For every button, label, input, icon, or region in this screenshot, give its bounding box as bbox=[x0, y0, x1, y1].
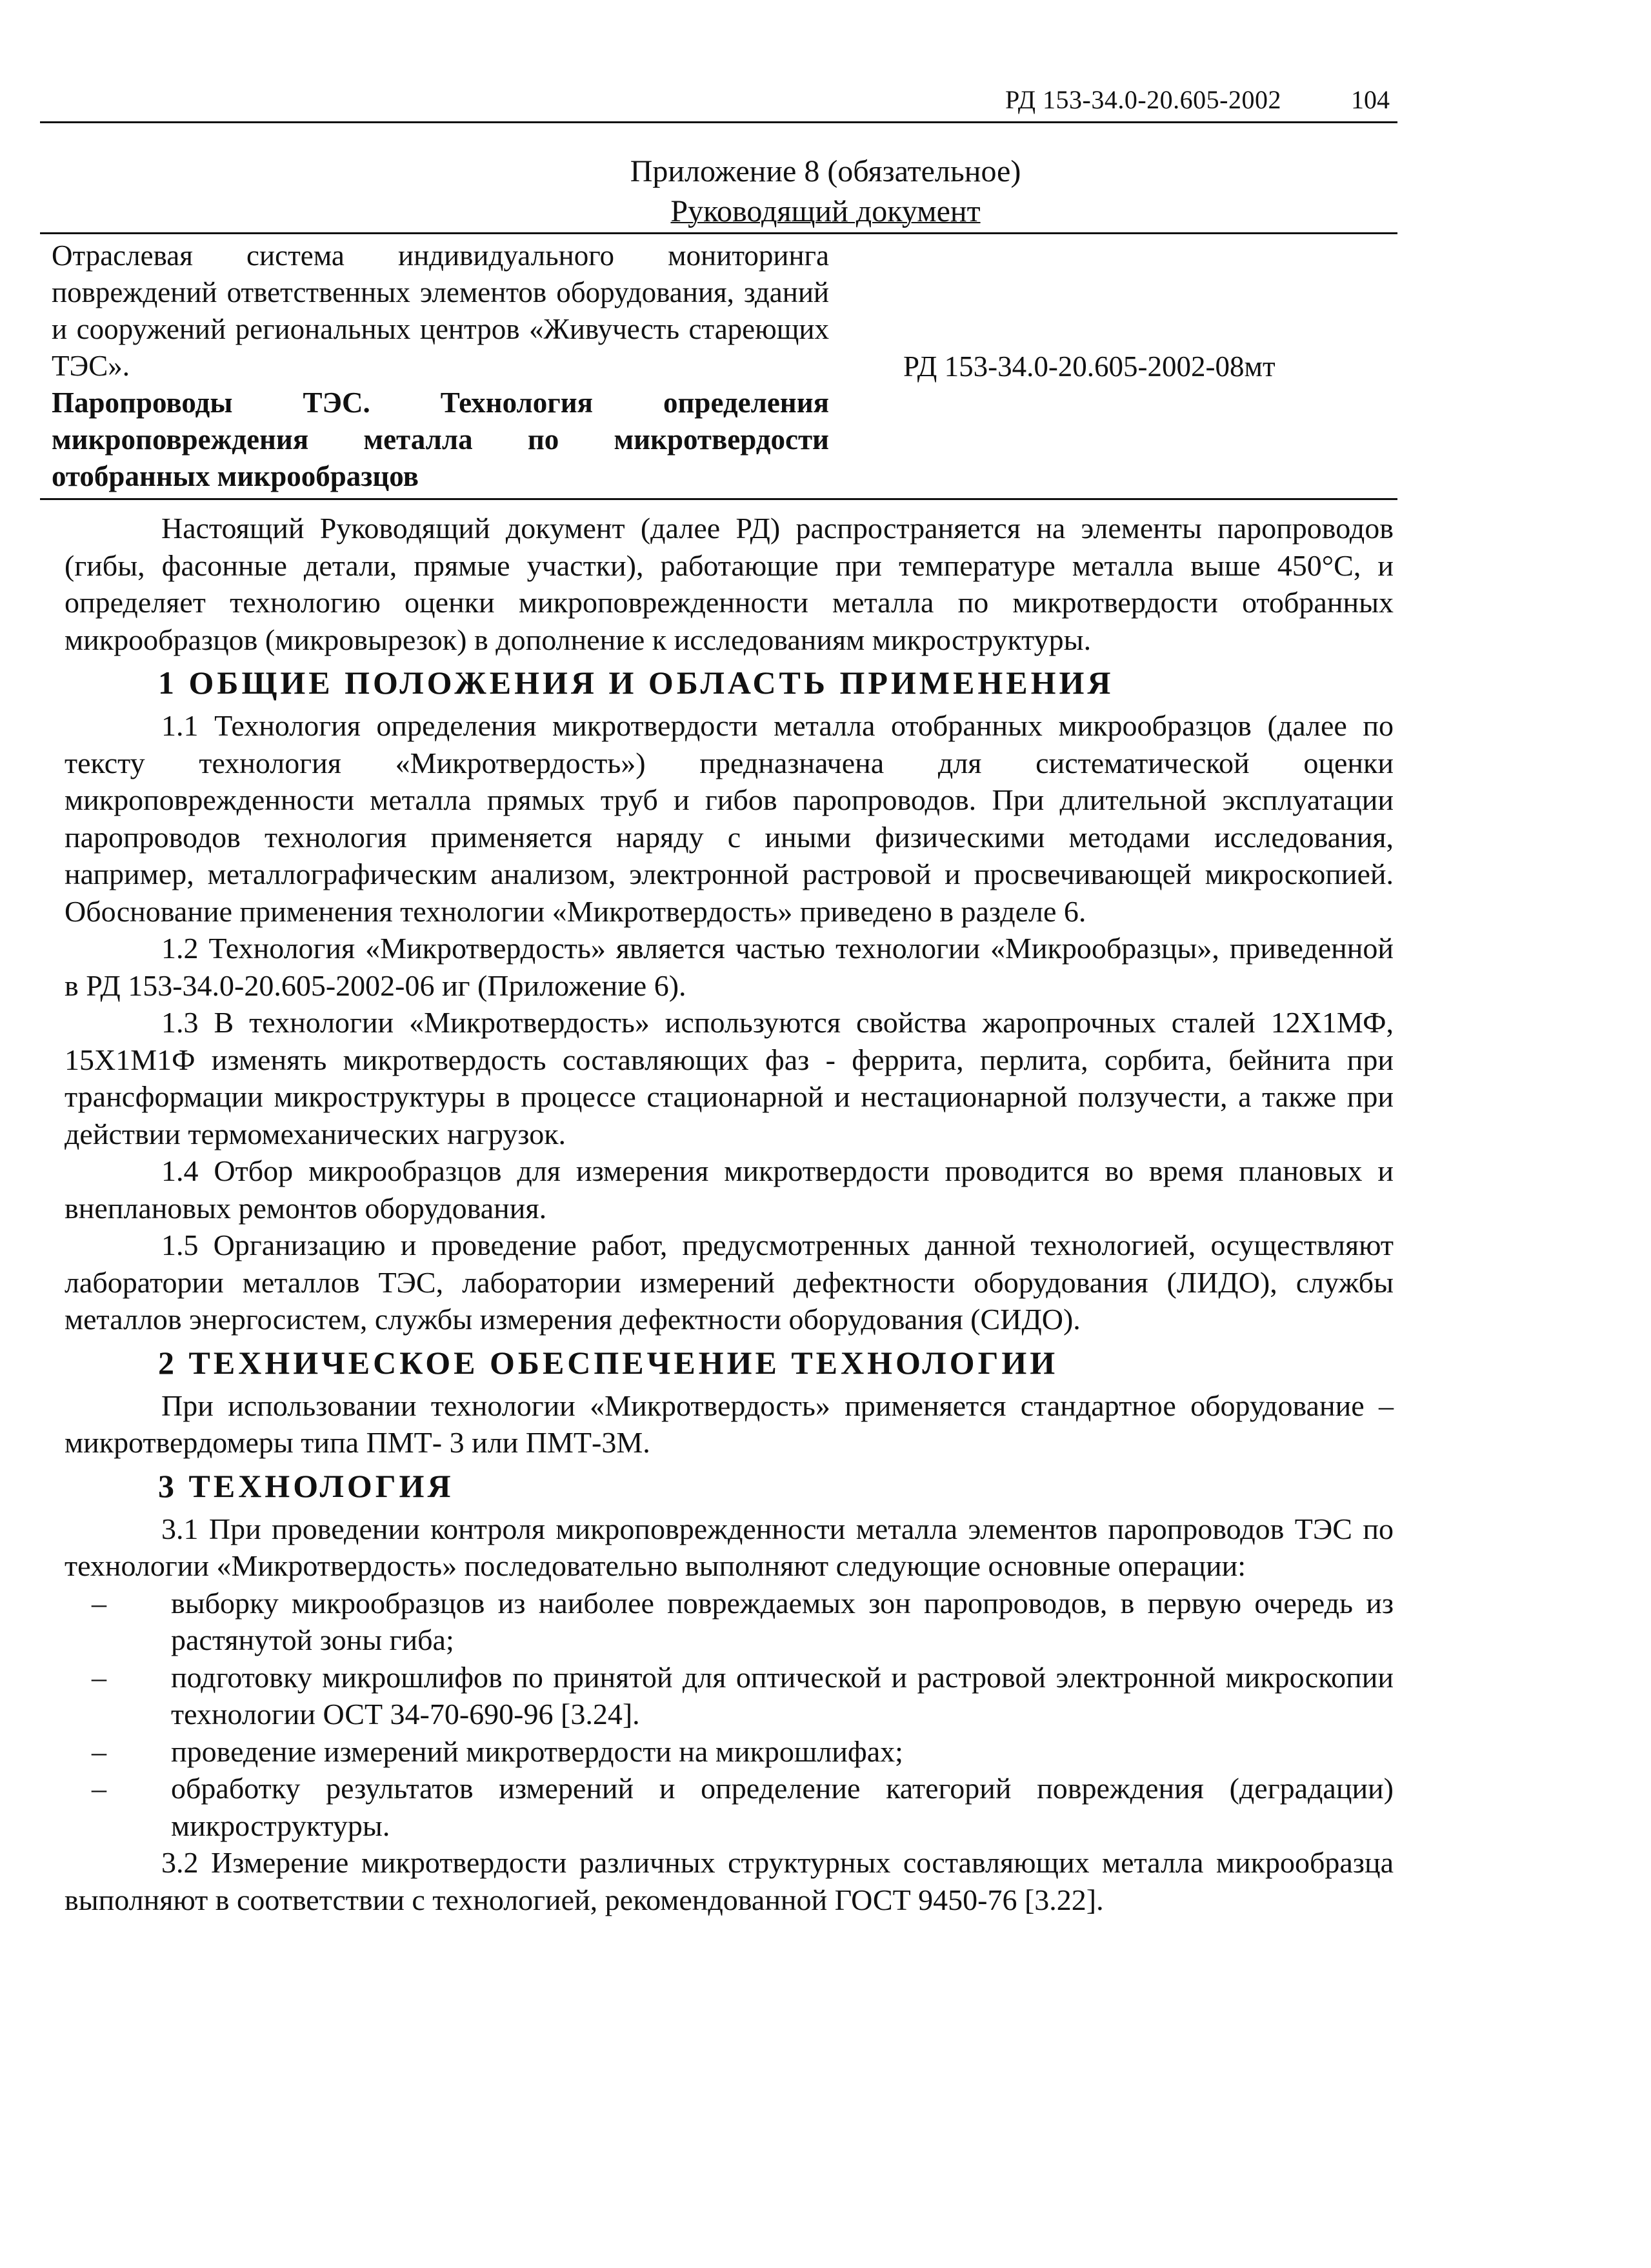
list-dash: – bbox=[92, 1586, 106, 1620]
paragraph-1-5: 1.5 Организацию и проведение работ, предусмотренных данной технологией, осуществляют лаборатории металлов ТЭС, лаборатории измерений дефектности оборудования (ЛИДО), службы металлов энергосистем, службы измерения дефектности оборудования (СИДО). bbox=[65, 1229, 1394, 1336]
section-1-heading: 1 ОБЩИЕ ПОЛОЖЕНИЯ И ОБЛАСТЬ ПРИМЕНЕНИЯ bbox=[158, 665, 1114, 701]
system-text: Отраслевая система индивидуального мониторинга повреждений ответственных элементов оборудования, зданий и сооружений региональных центров «Живучесть стареющих ТЭС». bbox=[52, 239, 829, 382]
document-body bbox=[65, 510, 1394, 1918]
divider-bottom bbox=[40, 498, 1397, 500]
document-code: РД 153-34.0-20.605-2002-08мт bbox=[903, 350, 1276, 383]
paragraph-1-1: 1.1 Технология определения микротвердости металла отобранных микрообразцов (далее по тексту технология «Микротвердость») предназначена для систематической оценки микроповрежденности металла прямых труб и гибов паропроводов. При длительной эксплуатации паропроводов технология применяется наряду с иными физическими методами исследования, например, металлографическим анализом, электронной растровой и просвечивающей микроскопией. Обоснование применения технологии «Микротвердость» приведено в разделе 6. bbox=[65, 709, 1394, 928]
list-item-text: подготовку микрошлифов по принятой для оптической и растровой электронной микроскопии технологии ОСТ 34-70-690-96 [3.24]. bbox=[171, 1660, 1394, 1731]
page-number: 104 bbox=[1351, 85, 1390, 114]
section-3-heading: 3 ТЕХНОЛОГИЯ bbox=[158, 1467, 454, 1504]
list-dash: – bbox=[92, 1660, 106, 1694]
appendix-title: Приложение 8 (обязательное) bbox=[630, 154, 1021, 188]
list-dash: – bbox=[92, 1772, 106, 1805]
paragraph-1-4: 1.4 Отбор микрообразцов для измерения микротвердости проводится во время плановых и внеплановых ремонтов оборудования. bbox=[65, 1154, 1394, 1225]
list-item-text: выборку микрообразцов из наиболее повреждаемых зон паропроводов, в первую очередь из растянутой зоны гиба; bbox=[171, 1586, 1394, 1656]
intro-paragraph: Настоящий Руководящий документ (далее РД) распространяется на элементы паропроводов (гибы, фасонные детали, прямые участки), работающие при температуре металла выше 450°С, и определяет технологию оценки микроповрежденности металла по микротвердости отобранных микрообразцов (микровырезок) в дополнение к исследованиям микроструктуры. bbox=[65, 512, 1394, 656]
document-title: Паропроводы ТЭС. Технология определения микроповреждения металла по микротвердости отобранных микрообразцов bbox=[52, 386, 829, 492]
list-item bbox=[65, 1770, 1394, 1844]
list-item bbox=[65, 1659, 1394, 1733]
paragraph-3-1: 3.1 При проведении контроля микроповрежденности металла элементов паропроводов ТЭС по технологии «Микротвердость» последовательно выполняют следующие основные операции: bbox=[65, 1512, 1394, 1582]
paragraph-1-2: 1.2 Технология «Микротвердость» является частью технологии «Микрообразцы», приведенной в РД 153-34.0-20.605-2002-06 иг (Приложение 6). bbox=[65, 932, 1394, 1002]
appendix-subtitle: Руководящий документ bbox=[670, 194, 981, 228]
running-header bbox=[40, 83, 1397, 123]
paragraph-3-2: 3.2 Измерение микротвердости различных структурных составляющих металла микрообразца выполняют в соответствии с технологией, рекомендованной ГОСТ 9450-76 [3.22]. bbox=[65, 1846, 1394, 1916]
paragraph-2: При использовании технологии «Микротвердость» применяется стандартное оборудование – микротвердомеры типа ПМТ- 3 или ПМТ-3М. bbox=[65, 1389, 1394, 1459]
section-2-heading: 2 ТЕХНИЧЕСКОЕ ОБЕСПЕЧЕНИЕ ТЕХНОЛОГИИ bbox=[158, 1344, 1059, 1381]
document-description bbox=[52, 237, 829, 495]
header-doc-code: РД 153-34.0-20.605-2002 bbox=[1005, 85, 1281, 114]
list-dash: – bbox=[92, 1734, 106, 1768]
list-item-text: обработку результатов измерений и определение категорий повреждения (деградации) микроструктуры. bbox=[171, 1772, 1394, 1842]
divider-top bbox=[40, 232, 1397, 234]
list-item bbox=[65, 1585, 1394, 1659]
list-item-text: проведение измерений микротвердости на микрошлифах; bbox=[171, 1734, 903, 1768]
paragraph-1-3: 1.3 В технологии «Микротвердость» используются свойства жаропрочных сталей 12Х1МФ, 15Х1М1Ф изменять микротвердость составляющих фаз - феррита, перлита, сорбита, бейнита при трансформации микроструктуры в процессе стационарной и нестационарной ползучести, а также при действии термомеханических нагрузок. bbox=[65, 1006, 1394, 1150]
list-item bbox=[65, 1733, 1394, 1771]
